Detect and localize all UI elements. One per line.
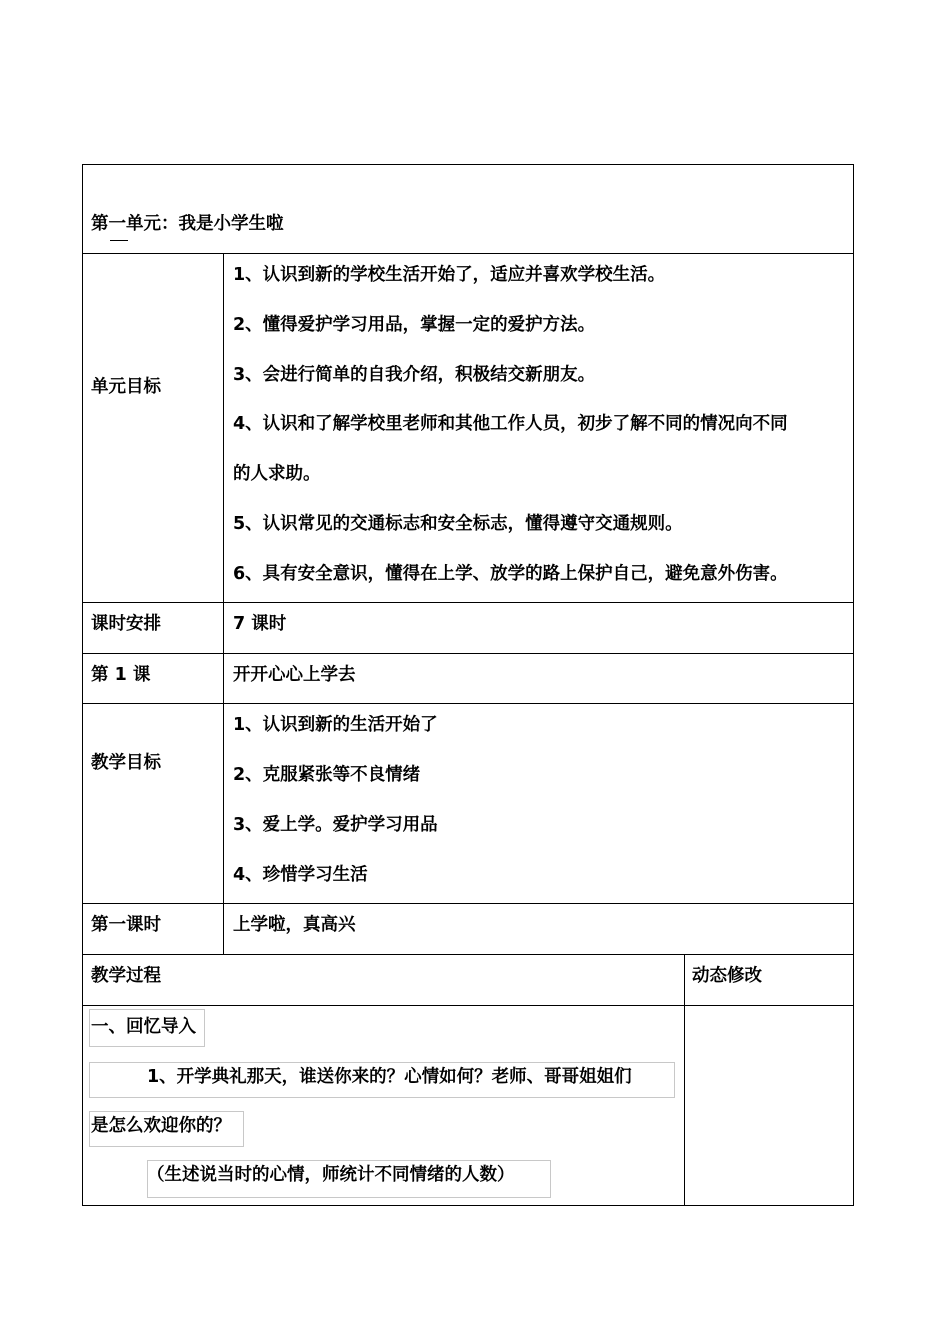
unit-goal-item: 的人求助。 [233, 464, 321, 484]
column-divider [684, 954, 685, 1205]
question-line: 是怎么欢迎你的？ [91, 1116, 231, 1136]
unit-goal-item: 6、具有安全意识，懂得在上学、放学的路上保护自己，避免意外伤害。 [233, 564, 788, 584]
column-divider [223, 253, 224, 955]
question-line: 1、开学典礼那天，谁送你来的？心情如何？老师、哥哥姐姐们 [147, 1067, 632, 1087]
row-divider [83, 1005, 853, 1006]
row-divider [83, 253, 853, 254]
unit-goal-item: 1、认识到新的学校生活开始了，适应并喜欢学校生活。 [233, 265, 666, 285]
teaching-goal-item: 3、爱上学。爱护学习用品 [233, 815, 438, 835]
unit-title: 第一单元：我是小学生啦 [91, 214, 284, 234]
row-divider [83, 903, 853, 904]
teaching-goal-item: 1、认识到新的生活开始了 [233, 715, 438, 735]
row-divider [83, 954, 853, 955]
lesson-title: 开开心心上学去 [233, 665, 356, 685]
unit-goal-item: 4、认识和了解学校里老师和其他工作人员，初步了解不同的情况向不同 [233, 414, 788, 434]
schedule-label: 课时安排 [91, 614, 161, 634]
lesson-label: 第 1 课 [91, 665, 151, 685]
period-label: 第一课时 [91, 915, 161, 935]
unit-goal-item: 2、懂得爱护学习用品，掌握一定的爱护方法。 [233, 315, 596, 335]
teaching-goal-item: 2、克服紧张等不良情绪 [233, 765, 421, 785]
schedule-value: 7 课时 [233, 614, 287, 634]
teacher-note: （生述说当时的心情，师统计不同情绪的人数） [147, 1165, 515, 1185]
row-divider [83, 703, 853, 704]
underline-mark [110, 240, 128, 241]
revision-label: 动态修改 [692, 966, 762, 986]
section-title: 一、回忆导入 [91, 1017, 196, 1037]
unit-goals-label: 单元目标 [91, 377, 161, 397]
row-divider [83, 602, 853, 603]
row-divider [83, 653, 853, 654]
unit-goal-item: 5、认识常见的交通标志和安全标志，懂得遵守交通规则。 [233, 514, 683, 534]
unit-goal-item: 3、会进行简单的自我介绍，积极结交新朋友。 [233, 365, 596, 385]
teaching-goal-item: 4、珍惜学习生活 [233, 865, 368, 885]
process-label: 教学过程 [91, 966, 161, 986]
teaching-goals-label: 教学目标 [91, 753, 161, 773]
period-title: 上学啦，真高兴 [233, 915, 356, 935]
